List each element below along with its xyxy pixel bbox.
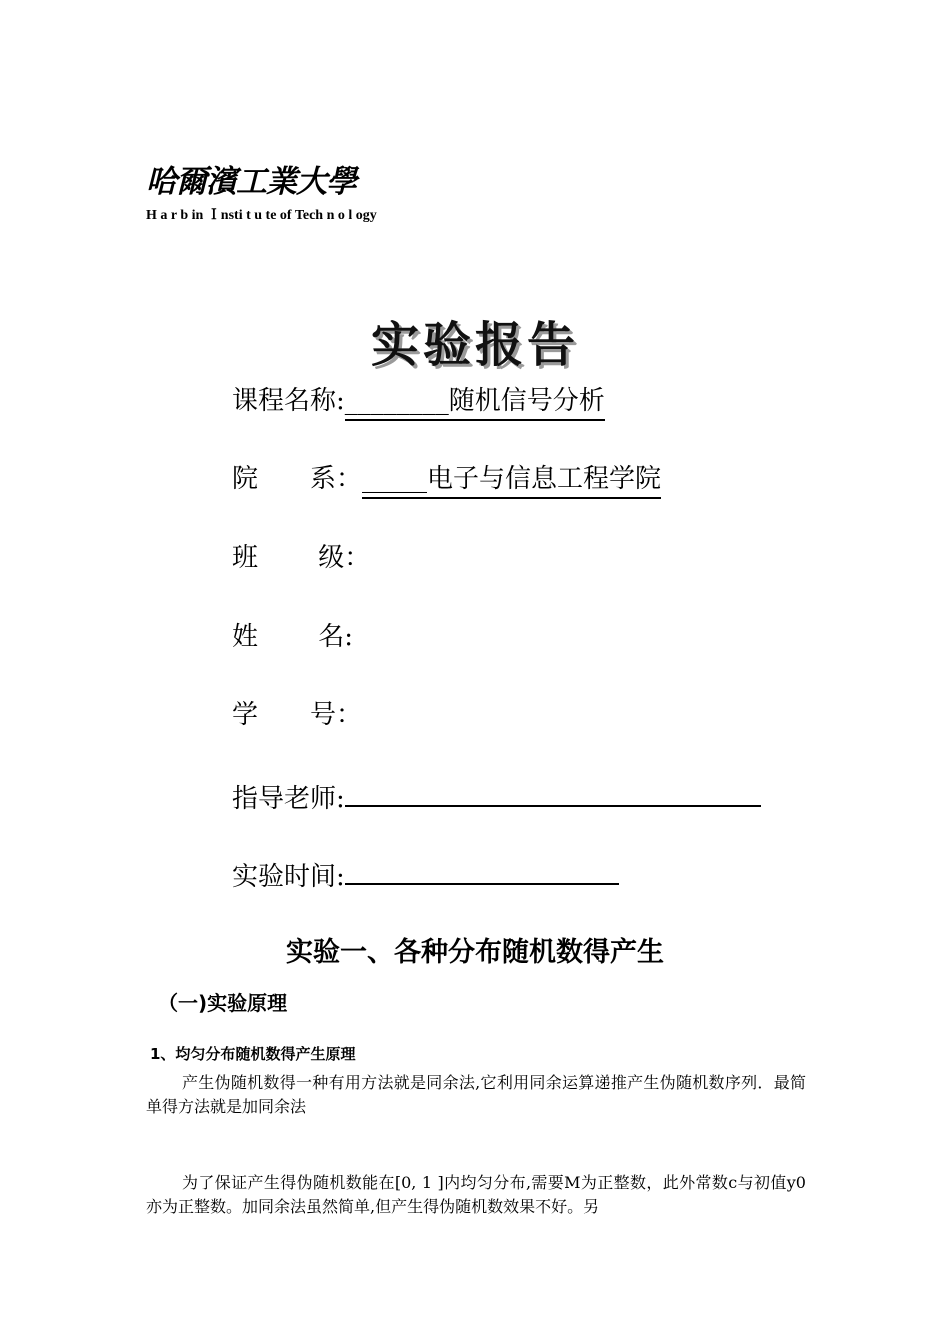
advisor-field bbox=[232, 773, 761, 815]
date-blank-line bbox=[345, 851, 619, 885]
class-field bbox=[232, 537, 370, 574]
section-heading: 实验一、各种分布随机数得产生 bbox=[286, 937, 664, 968]
department-value: _____电子与信息工程学院 bbox=[362, 465, 661, 499]
advisor-blank-line bbox=[345, 773, 761, 807]
name-label: 姓 名: bbox=[232, 622, 354, 652]
university-logo-english: H a r b in Ｉnsti t u te of Tech n o l ogy bbox=[146, 208, 377, 223]
advisor-label: 指导老师: bbox=[232, 784, 345, 814]
section-subheading: （一)实验原理 bbox=[158, 991, 288, 1015]
name-field bbox=[232, 616, 353, 653]
course-name-field bbox=[232, 380, 605, 421]
department-label: 院 系： bbox=[232, 464, 363, 494]
paragraph-1: 产生伪随机数得一种有用方法就是同余法,它利用同余运算递推产生伪随机数序列．最简单得方法就是加同余法 bbox=[146, 1073, 806, 1116]
university-logo-chinese: 哈爾濱工業大學 bbox=[146, 164, 356, 200]
date-field bbox=[232, 851, 619, 893]
course-name-label: 课程名称: bbox=[232, 386, 345, 416]
course-name-value: ________随机信号分析 bbox=[345, 387, 605, 421]
report-title: 实验报告 bbox=[370, 317, 579, 373]
department-field bbox=[232, 458, 661, 499]
date-label: 实验时间: bbox=[232, 862, 345, 892]
student-id-field bbox=[232, 694, 362, 731]
student-id-label: 学 号： bbox=[232, 700, 363, 730]
paragraph-2: 为了保证产生得伪随机数能在[0, 1 ]内均匀分布,需要M为正整数，此外常数c与初值y0亦为正整数。加同余法虽然简单,但产生得伪随机数效果不好。另 bbox=[146, 1173, 806, 1216]
class-label: 班 级： bbox=[232, 543, 371, 573]
item-heading: 1、均匀分布随机数得产生原理 bbox=[150, 1045, 356, 1063]
